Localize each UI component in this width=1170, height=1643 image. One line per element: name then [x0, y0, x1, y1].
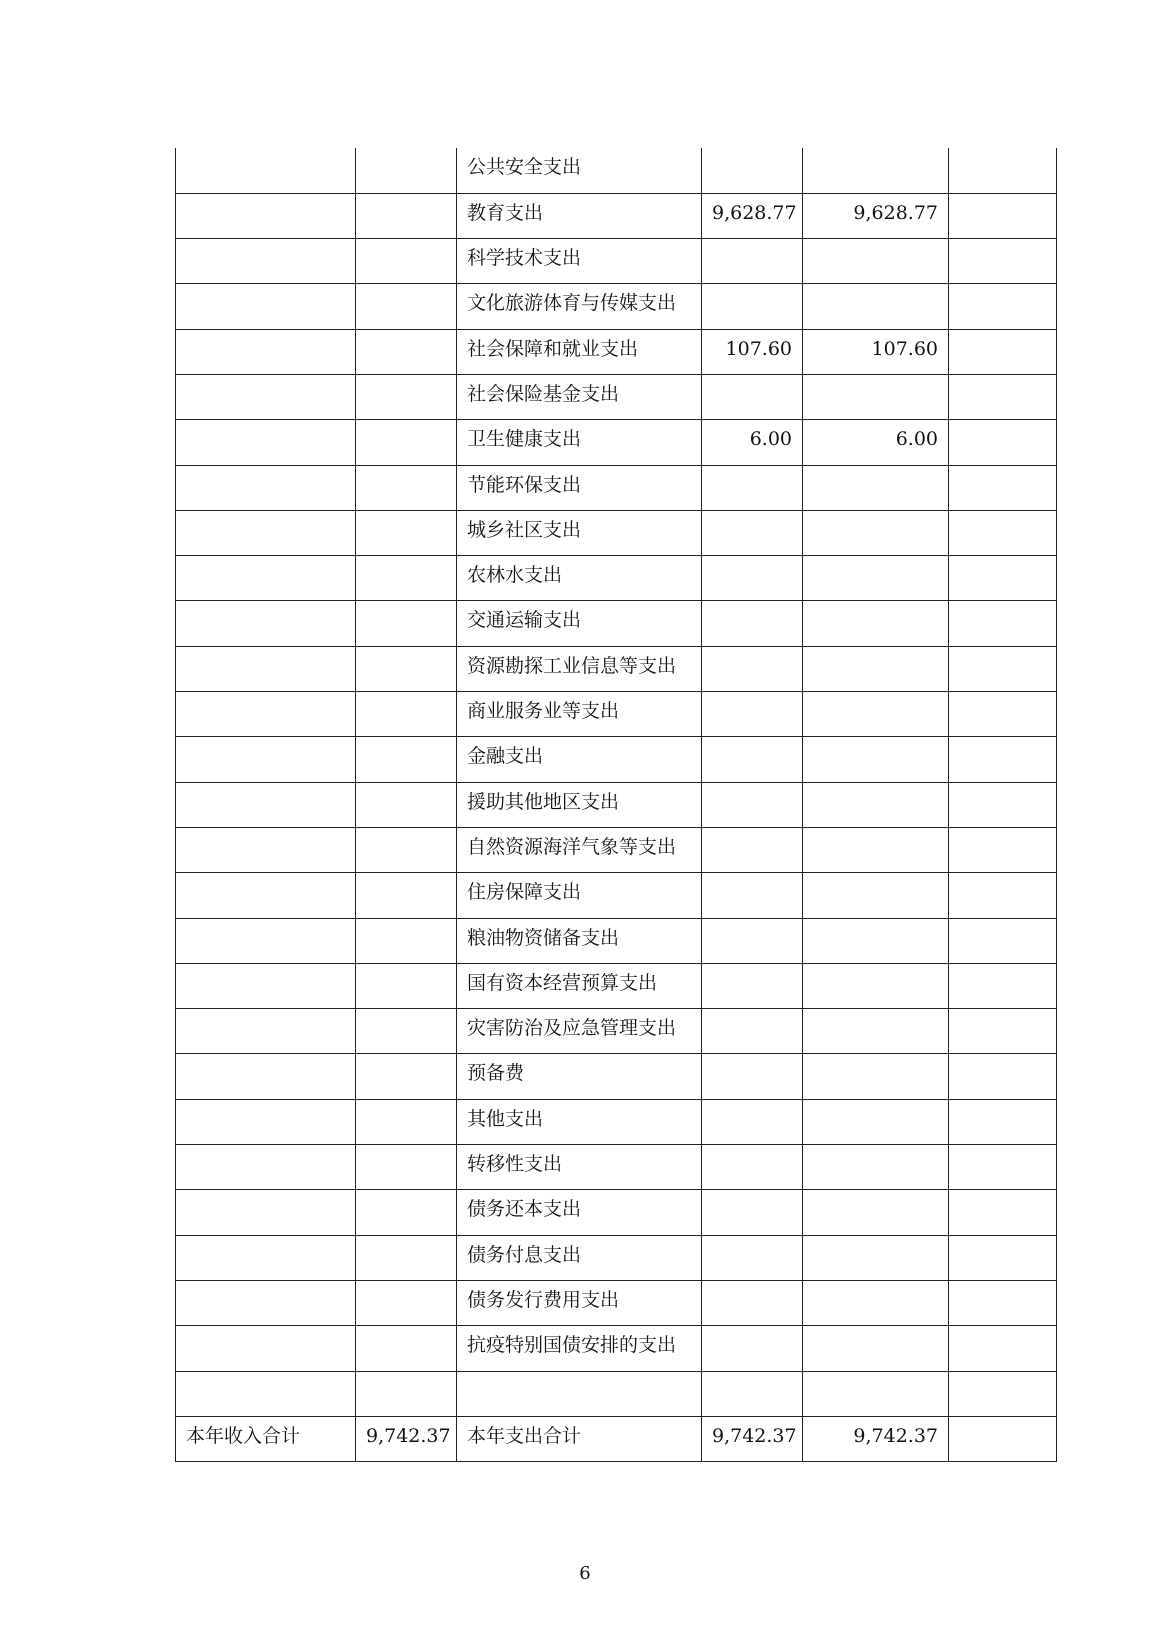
income-item-cell — [176, 193, 356, 238]
expense-item-cell: 自然资源海洋气象等支出 — [457, 827, 702, 872]
table-row — [176, 1416, 1057, 1461]
income-item-cell — [176, 692, 356, 737]
other-fund-cell — [949, 239, 1057, 284]
income-amount-cell — [356, 692, 457, 737]
expense-item-cell: 交通运输支出 — [457, 601, 702, 646]
expense-total-cell — [702, 148, 803, 193]
income-item-cell — [176, 1145, 356, 1190]
income-amount-cell — [356, 239, 457, 284]
income-item-cell — [176, 420, 356, 465]
expense-item-cell: 公共安全支出 — [457, 148, 702, 193]
expense-total-cell: 9,628.77 — [702, 193, 803, 238]
income-amount-cell — [356, 556, 457, 601]
page-number: 6 — [579, 1563, 591, 1584]
expense-total-cell: 9,742.37 — [702, 1416, 803, 1461]
other-fund-cell — [949, 918, 1057, 963]
expense-total-cell — [702, 1326, 803, 1371]
income-amount-cell — [356, 1371, 457, 1416]
other-fund-cell — [949, 374, 1057, 419]
table-row — [176, 1145, 1057, 1190]
table-row — [176, 601, 1057, 646]
expense-item-cell: 其他支出 — [457, 1099, 702, 1144]
expense-item-cell: 债务还本支出 — [457, 1190, 702, 1235]
income-item-cell — [176, 239, 356, 284]
other-fund-cell — [949, 1145, 1057, 1190]
other-fund-cell — [949, 148, 1057, 193]
expense-total-cell — [702, 556, 803, 601]
expense-total-cell — [702, 827, 803, 872]
income-amount-cell — [356, 465, 457, 510]
budget-table-body — [176, 148, 1057, 1462]
expense-total-cell — [702, 1371, 803, 1416]
table-row — [176, 1099, 1057, 1144]
table-row — [176, 782, 1057, 827]
general-budget-cell — [803, 1099, 949, 1144]
income-amount-cell — [356, 1054, 457, 1099]
expense-item-cell: 灾害防治及应急管理支出 — [457, 1009, 702, 1054]
general-budget-cell — [803, 556, 949, 601]
income-amount-cell — [356, 737, 457, 782]
expense-item-cell: 抗疫特别国债安排的支出 — [457, 1326, 702, 1371]
table-row — [176, 465, 1057, 510]
table-row — [176, 737, 1057, 782]
budget-table — [175, 148, 1057, 1462]
expense-total-cell — [702, 465, 803, 510]
income-amount-cell — [356, 1235, 457, 1280]
general-budget-cell — [803, 782, 949, 827]
general-budget-cell — [803, 239, 949, 284]
income-amount-cell — [356, 420, 457, 465]
other-fund-cell — [949, 1416, 1057, 1461]
expense-item-cell: 债务发行费用支出 — [457, 1280, 702, 1325]
general-budget-cell — [803, 646, 949, 691]
table-row — [176, 193, 1057, 238]
general-budget-cell — [803, 1326, 949, 1371]
general-budget-cell — [803, 827, 949, 872]
other-fund-cell — [949, 1280, 1057, 1325]
expense-item-cell: 国有资本经营预算支出 — [457, 963, 702, 1008]
expense-item-cell: 城乡社区支出 — [457, 510, 702, 555]
expense-total-cell — [702, 1145, 803, 1190]
income-item-cell: 本年收入合计 — [176, 1416, 356, 1461]
general-budget-cell — [803, 1235, 949, 1280]
other-fund-cell — [949, 193, 1057, 238]
expense-item-cell: 粮油物资储备支出 — [457, 918, 702, 963]
other-fund-cell — [949, 284, 1057, 329]
general-budget-cell: 6.00 — [803, 420, 949, 465]
other-fund-cell — [949, 1371, 1057, 1416]
expense-total-cell — [702, 873, 803, 918]
expense-item-cell — [457, 1371, 702, 1416]
income-amount-cell — [356, 148, 457, 193]
general-budget-cell: 9,628.77 — [803, 193, 949, 238]
general-budget-cell — [803, 1009, 949, 1054]
table-row — [176, 646, 1057, 691]
table-row — [176, 873, 1057, 918]
expense-item-cell: 卫生健康支出 — [457, 420, 702, 465]
income-amount-cell — [356, 510, 457, 555]
expense-total-cell — [702, 737, 803, 782]
expense-total-cell — [702, 1009, 803, 1054]
expense-total-cell — [702, 1235, 803, 1280]
income-amount-cell — [356, 1190, 457, 1235]
expense-total-cell — [702, 963, 803, 1008]
income-amount-cell: 9,742.37 — [356, 1416, 457, 1461]
income-item-cell — [176, 510, 356, 555]
expense-item-cell: 科学技术支出 — [457, 239, 702, 284]
other-fund-cell — [949, 329, 1057, 374]
income-amount-cell — [356, 374, 457, 419]
table-row — [176, 918, 1057, 963]
income-item-cell — [176, 1099, 356, 1144]
expense-item-cell: 教育支出 — [457, 193, 702, 238]
income-amount-cell — [356, 1099, 457, 1144]
expense-total-cell: 107.60 — [702, 329, 803, 374]
general-budget-cell: 9,742.37 — [803, 1416, 949, 1461]
general-budget-cell — [803, 465, 949, 510]
general-budget-cell — [803, 510, 949, 555]
expense-item-cell: 资源勘探工业信息等支出 — [457, 646, 702, 691]
expense-item-cell: 预备费 — [457, 1054, 702, 1099]
other-fund-cell — [949, 1235, 1057, 1280]
general-budget-cell — [803, 963, 949, 1008]
other-fund-cell — [949, 465, 1057, 510]
table-row — [176, 827, 1057, 872]
general-budget-cell — [803, 601, 949, 646]
income-amount-cell — [356, 918, 457, 963]
income-item-cell — [176, 827, 356, 872]
income-amount-cell — [356, 1145, 457, 1190]
general-budget-cell: 107.60 — [803, 329, 949, 374]
income-amount-cell — [356, 193, 457, 238]
expense-total-cell — [702, 1054, 803, 1099]
income-item-cell — [176, 1326, 356, 1371]
income-item-cell — [176, 284, 356, 329]
general-budget-cell — [803, 148, 949, 193]
expense-item-cell: 本年支出合计 — [457, 1416, 702, 1461]
table-row — [176, 148, 1057, 193]
income-item-cell — [176, 1280, 356, 1325]
other-fund-cell — [949, 1009, 1057, 1054]
general-budget-cell — [803, 737, 949, 782]
other-fund-cell — [949, 510, 1057, 555]
income-item-cell — [176, 601, 356, 646]
income-item-cell — [176, 918, 356, 963]
other-fund-cell — [949, 692, 1057, 737]
income-item-cell — [176, 782, 356, 827]
table-row — [176, 239, 1057, 284]
general-budget-cell — [803, 873, 949, 918]
other-fund-cell — [949, 1190, 1057, 1235]
other-fund-cell — [949, 646, 1057, 691]
expense-item-cell: 援助其他地区支出 — [457, 782, 702, 827]
expense-item-cell: 文化旅游体育与传媒支出 — [457, 284, 702, 329]
expense-total-cell — [702, 284, 803, 329]
table-row — [176, 329, 1057, 374]
other-fund-cell — [949, 827, 1057, 872]
income-amount-cell — [356, 646, 457, 691]
income-item-cell — [176, 1371, 356, 1416]
income-item-cell — [176, 465, 356, 510]
income-item-cell — [176, 873, 356, 918]
expense-item-cell: 转移性支出 — [457, 1145, 702, 1190]
general-budget-cell — [803, 1371, 949, 1416]
expense-total-cell — [702, 601, 803, 646]
income-amount-cell — [356, 601, 457, 646]
expense-total-cell — [702, 692, 803, 737]
other-fund-cell — [949, 737, 1057, 782]
table-row — [176, 1326, 1057, 1371]
income-amount-cell — [356, 827, 457, 872]
expense-total-cell — [702, 646, 803, 691]
expense-item-cell: 社会保险基金支出 — [457, 374, 702, 419]
general-budget-cell — [803, 374, 949, 419]
expense-item-cell: 债务付息支出 — [457, 1235, 702, 1280]
table-row — [176, 1280, 1057, 1325]
income-amount-cell — [356, 1280, 457, 1325]
table-row — [176, 1371, 1057, 1416]
income-amount-cell — [356, 284, 457, 329]
income-amount-cell — [356, 1326, 457, 1371]
income-item-cell — [176, 329, 356, 374]
general-budget-cell — [803, 692, 949, 737]
expense-total-cell — [702, 1190, 803, 1235]
general-budget-cell — [803, 1280, 949, 1325]
general-budget-cell — [803, 1054, 949, 1099]
expense-total-cell — [702, 1280, 803, 1325]
table-row — [176, 1235, 1057, 1280]
income-amount-cell — [356, 963, 457, 1008]
expense-item-cell: 农林水支出 — [457, 556, 702, 601]
other-fund-cell — [949, 963, 1057, 1008]
income-item-cell — [176, 963, 356, 1008]
expense-item-cell: 金融支出 — [457, 737, 702, 782]
income-item-cell — [176, 646, 356, 691]
income-item-cell — [176, 1009, 356, 1054]
income-item-cell — [176, 1190, 356, 1235]
expense-total-cell — [702, 239, 803, 284]
other-fund-cell — [949, 1054, 1057, 1099]
table-row — [176, 1054, 1057, 1099]
other-fund-cell — [949, 1326, 1057, 1371]
table-row — [176, 963, 1057, 1008]
expense-total-cell: 6.00 — [702, 420, 803, 465]
general-budget-cell — [803, 284, 949, 329]
expense-item-cell: 商业服务业等支出 — [457, 692, 702, 737]
expense-total-cell — [702, 374, 803, 419]
general-budget-cell — [803, 1190, 949, 1235]
other-fund-cell — [949, 601, 1057, 646]
table-row — [176, 1190, 1057, 1235]
income-item-cell — [176, 374, 356, 419]
table-row — [176, 556, 1057, 601]
other-fund-cell — [949, 873, 1057, 918]
other-fund-cell — [949, 556, 1057, 601]
other-fund-cell — [949, 420, 1057, 465]
income-item-cell — [176, 1235, 356, 1280]
income-amount-cell — [356, 329, 457, 374]
expense-total-cell — [702, 1099, 803, 1144]
expense-item-cell: 节能环保支出 — [457, 465, 702, 510]
expense-item-cell: 社会保障和就业支出 — [457, 329, 702, 374]
expense-item-cell: 住房保障支出 — [457, 873, 702, 918]
income-amount-cell — [356, 782, 457, 827]
expense-total-cell — [702, 782, 803, 827]
table-row — [176, 1009, 1057, 1054]
income-amount-cell — [356, 1009, 457, 1054]
other-fund-cell — [949, 782, 1057, 827]
table-row — [176, 374, 1057, 419]
table-row — [176, 284, 1057, 329]
general-budget-cell — [803, 1145, 949, 1190]
table-row — [176, 420, 1057, 465]
expense-total-cell — [702, 918, 803, 963]
table-row — [176, 510, 1057, 555]
income-item-cell — [176, 1054, 356, 1099]
other-fund-cell — [949, 1099, 1057, 1144]
income-item-cell — [176, 737, 356, 782]
general-budget-cell — [803, 918, 949, 963]
expense-total-cell — [702, 510, 803, 555]
income-amount-cell — [356, 873, 457, 918]
income-item-cell — [176, 148, 356, 193]
income-item-cell — [176, 556, 356, 601]
table-row — [176, 692, 1057, 737]
